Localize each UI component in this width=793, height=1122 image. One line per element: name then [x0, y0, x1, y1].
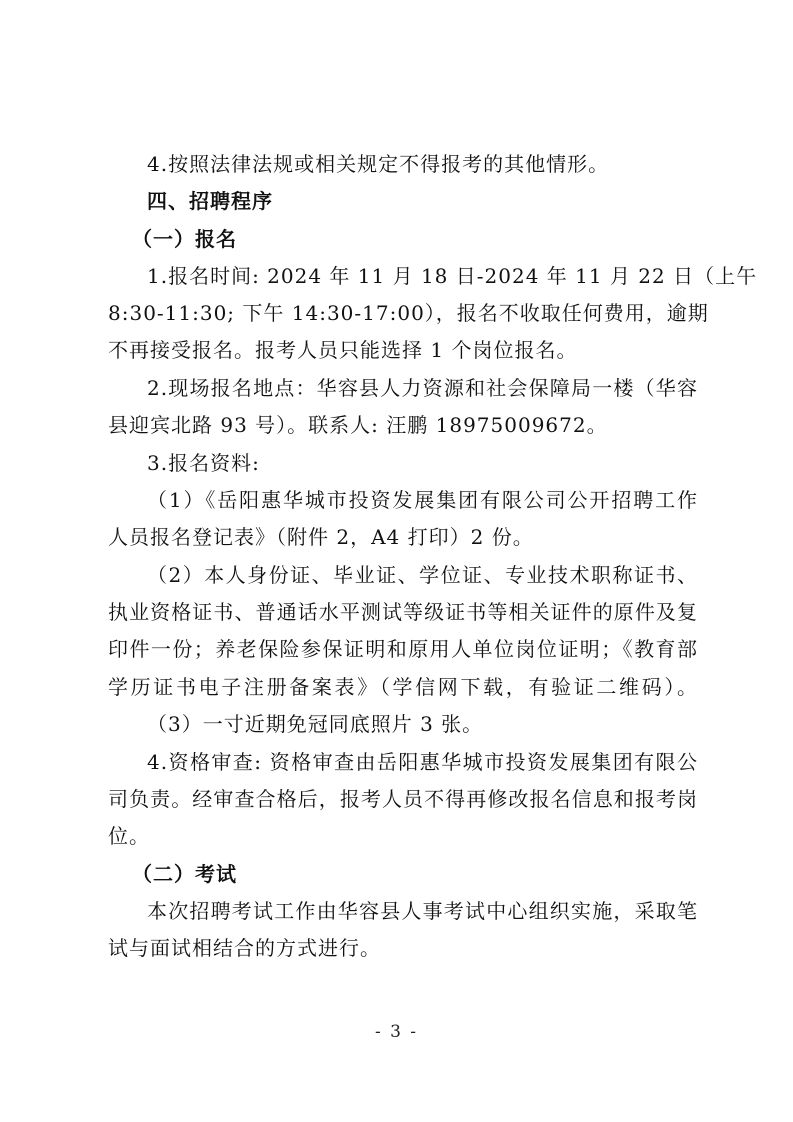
paragraph-line-material-2: （2）本人身份证、毕业证、学位证、专业技术职称证书、 [147, 563, 698, 587]
paragraph-line-qualification-review-cont-1: 司负责。经审查合格后，报考人员不得再修改报名信息和报考岗 [108, 787, 698, 811]
paragraph-line-registration-location: 2.现场报名地点：华容县人力资源和社会保障局一楼（华容 [147, 376, 698, 400]
paragraph-line-qualification-review-cont-2: 位。 [108, 824, 150, 848]
page-number: - 3 - [374, 1022, 419, 1042]
paragraph-line-materials-title: 3.报名资料: [147, 451, 260, 475]
subsection-heading-examination: （二）考试 [132, 862, 237, 886]
paragraph-line-material-1: （1）《岳阳惠华城市投资发展集团有限公司公开招聘工作 [147, 488, 698, 512]
paragraph-line-material-1-cont: 人员报名登记表》（附件 2，A4 打印）2 份。 [108, 525, 534, 549]
paragraph-line-exam-method: 试与面试相结合的方式进行。 [108, 936, 381, 960]
subsection-heading-registration: （一）报名 [132, 227, 237, 251]
paragraph-line-exclusion-4: 4.按照法律法规或相关规定不得报考的其他情形。 [147, 152, 610, 176]
paragraph-line-exam-organization: 本次招聘考试工作由华容县人事考试中心组织实施，采取笔 [147, 899, 698, 923]
paragraph-line-registration-limit: 不再接受报名。报考人员只能选择 1 个岗位报名。 [108, 338, 578, 362]
paragraph-line-material-2-cont-1: 执业资格证书、普通话水平测试等级证书等相关证件的原件及复 [108, 600, 698, 624]
paragraph-line-contact: 县迎宾北路 93 号）。联系人: 汪鹏 18975009672。 [108, 413, 608, 437]
paragraph-line-qualification-review: 4.资格审查: 资格审查由岳阳惠华城市投资发展集团有限公 [147, 750, 698, 774]
paragraph-line-registration-time: 1.报名时间: 2024 年 11 月 18 日-2024 年 11 月 22 日（上午 [147, 264, 758, 288]
paragraph-line-material-2-cont-2: 印件一份；养老保险参保证明和原用人单位岗位证明；《教育部 [108, 637, 698, 661]
paragraph-line-material-3: （3）一寸近期免冠同底照片 3 张。 [147, 712, 484, 736]
section-heading-recruitment-procedure: 四、招聘程序 [147, 189, 273, 213]
paragraph-line-registration-hours: 8:30-11:30; 下午 14:30-17:00），报名不收取任何费用，逾期 [108, 301, 709, 325]
paragraph-line-material-2-cont-3: 学历证书电子注册备案表》（学信网下载，有验证二维码）。 [108, 675, 698, 699]
